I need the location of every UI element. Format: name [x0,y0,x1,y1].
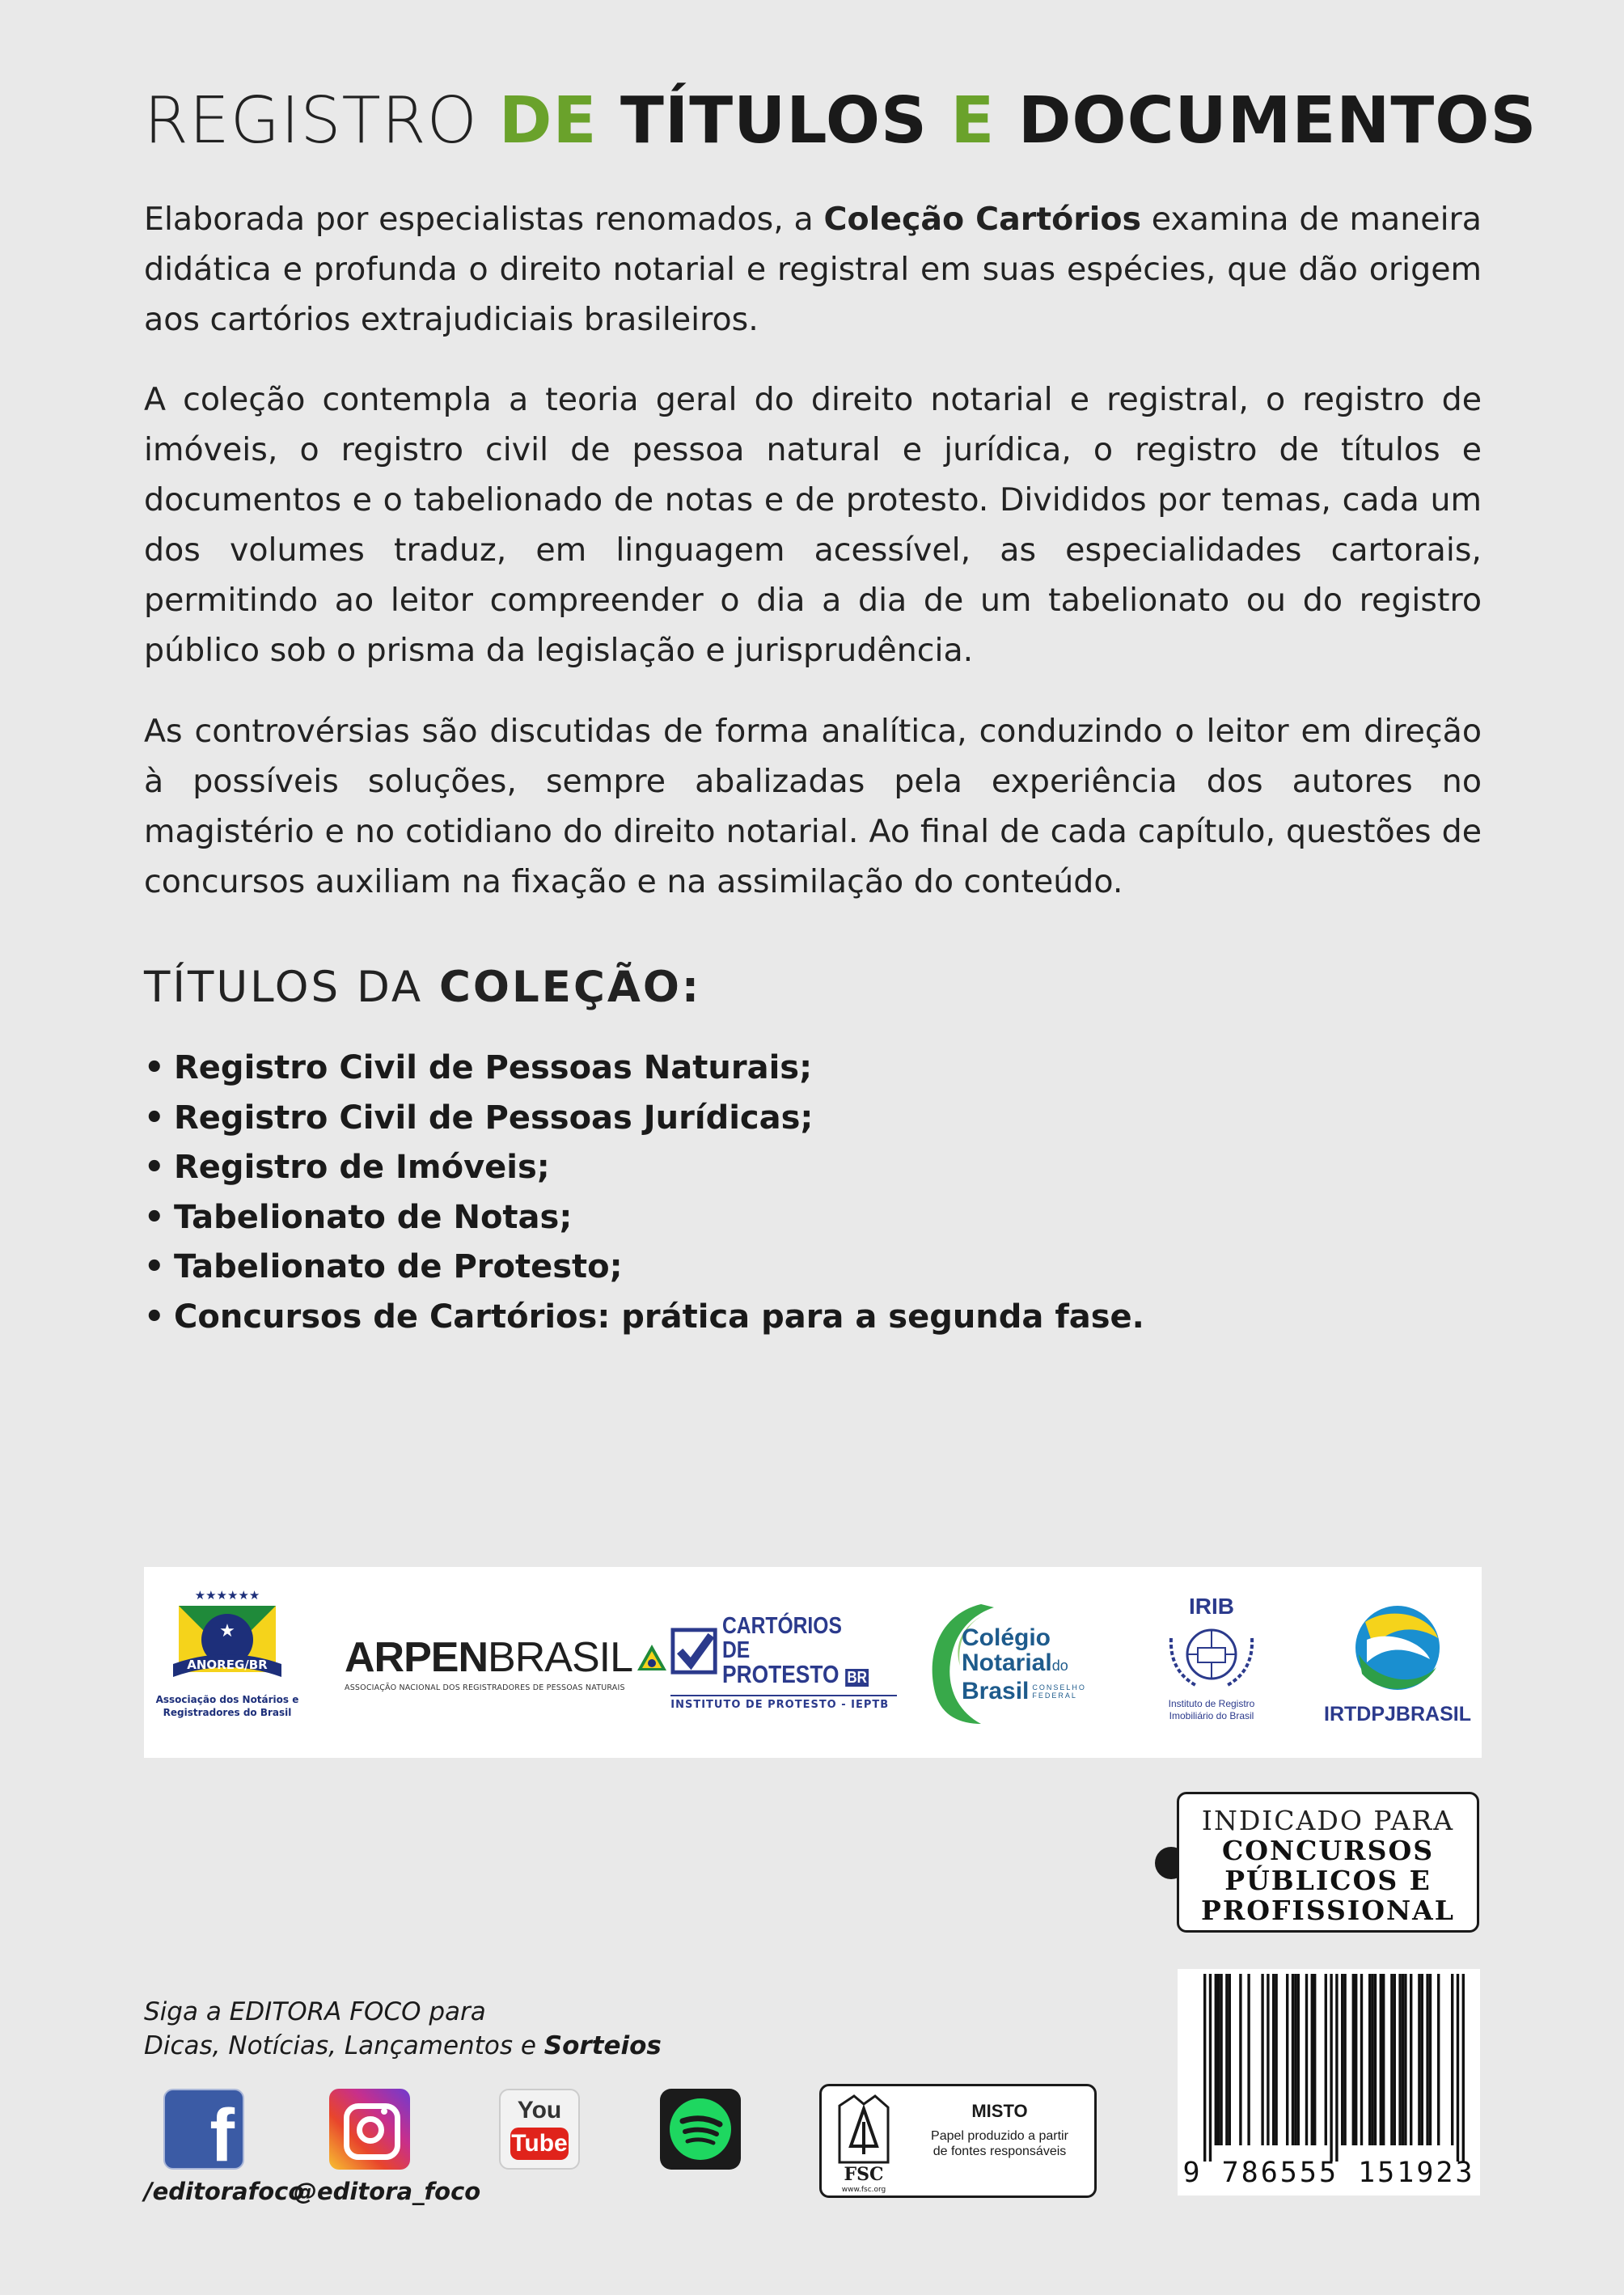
list-item [144,1193,1144,1243]
irtdpj-logo [1317,1567,1478,1758]
colegio-notarial-logo [920,1567,1131,1758]
list-item-text: Concursos de Cartórios: prática para a segunda fase. [174,1298,1144,1336]
bullet: • [144,1149,165,1186]
svg-text:★: ★ [219,1621,235,1641]
facebook-glyph: f [209,2094,235,2177]
barcode-bar [1462,1974,1465,2162]
barcode-bar [1404,1974,1406,2145]
list-item [144,1243,1144,1293]
list-item-text: Registro de Imóveis; [174,1149,550,1186]
page-title [144,83,1537,158]
isbn-digits: 9 786555 151923 [1182,2157,1475,2189]
list-item [144,1094,1144,1144]
fsc-title: MISTO [971,2101,1028,2121]
barcode-bar [1437,1974,1440,2145]
barcode-bar [1402,1974,1404,2145]
collection-list [144,1044,1144,1342]
barcode-bar [1410,1974,1412,2145]
bullet: • [144,1248,165,1285]
colegio-line-1: Colégio [962,1624,1051,1651]
fsc-tree-icon [830,2090,903,2195]
arpen-bold: ARPEN [345,1633,488,1681]
arpen-mark [345,1633,668,1692]
barcode-bar [1368,1974,1371,2145]
text: Elaborada por especialistas renomados, a [144,201,824,238]
barcode-bar [1335,1974,1338,2162]
bullet: • [144,1198,165,1236]
protesto-badge: BR [845,1669,869,1687]
partner-logos-strip [144,1567,1482,1758]
fsc-brand: FSC [844,2164,884,2185]
barcode-bars [1178,1974,1480,2165]
barcode-bar [1261,1974,1263,2145]
irib-caption-1: Instituto de Registro [1168,1698,1255,1709]
fsc-text-2: de fontes responsáveis [933,2145,1067,2158]
anoreg-caption-2: Registradores do Brasil [163,1707,292,1718]
spotify-icon[interactable] [660,2089,741,2170]
barcode-bar [1330,1974,1332,2162]
irtdpj-name: IRTDPJBRASIL [1324,1703,1471,1725]
barcode-bar [1325,1974,1327,2145]
barcode-bar [1313,1974,1316,2145]
protesto-caption: INSTITUTO DE PROTESTO - IEPTB [670,1695,896,1711]
barcode-bar [1398,1974,1401,2145]
facebook-icon[interactable] [163,2089,244,2177]
irib-name: IRIB [1189,1594,1234,1619]
anoreg-name: ANOREG/BR [187,1658,268,1672]
indicado-line-3: PÚBLICOS E [1224,1865,1432,1896]
follow-text [144,1995,662,2063]
instagram-icon[interactable] [329,2089,410,2170]
isbn-barcode [1178,1969,1480,2195]
intro-paragraph-1 [144,194,1482,345]
arpen-logo [345,1567,665,1758]
title-part: DOCUMENTOS [995,83,1537,158]
heading-light: TÍTULOS DA [144,963,440,1012]
barcode-bar [1457,1974,1459,2162]
checkmark-box-icon [670,1627,717,1677]
intro-paragraph-2: A coleção contempla a teoria geral do direito notarial e registral, o registro de imóveis, o registro civil de pessoa natural e jurídica, o registro de títulos e documentos e o tabelionado de notas e de protesto. Divididos por temas, cada um dos volumes traduz, em linguagem acessível, as especialidades cartorais, permitindo ao leitor compreender o dia a dia de um tabelionato ou do registro público sob o prisma da legislação e jurisprudência. [144,381,1482,669]
barcode-bar [1380,1974,1382,2145]
list-item-text: Tabelionato de Protesto; [174,1248,623,1285]
fsc-text-1: Papel produzido a partir [931,2129,1068,2143]
barcode-bar [1286,1974,1288,2145]
barcode-bar [1220,1974,1222,2145]
list-item-text: Registro Civil de Pessoas Naturais; [174,1049,813,1086]
barcode-bar [1297,1974,1300,2145]
barcode-bar [1267,1974,1269,2145]
barcode-bar [1421,1974,1423,2145]
bullet: • [144,1099,165,1137]
barcode-bar [1341,1974,1343,2145]
arpen-caption: ASSOCIAÇÃO NACIONAL DOS REGISTRADORES DE PESSOAS NATURAIS [345,1683,625,1692]
colegio-line-3: Brasil [962,1678,1030,1704]
title-part: REGISTRO [144,83,499,158]
barcode-bar [1426,1974,1428,2145]
anoreg-emblem-icon [150,1582,304,1743]
barcode-bar [1382,1974,1385,2145]
barcode-bar [1239,1974,1241,2145]
list-item-text: Tabelionato de Notas; [174,1198,573,1236]
barcode-bar [1371,1974,1373,2145]
indicado-line-1: INDICADO PARA [1201,1805,1455,1836]
anoreg-stars: ★★★★★★ [194,1588,260,1603]
bullet: • [144,1049,165,1086]
barcode-bar [1203,1974,1206,2162]
barcode-bar [1305,1974,1308,2145]
collection-heading [144,963,701,1012]
anoreg-caption-1: Associação dos Notários e [155,1694,299,1705]
youtube-you: You [517,2097,562,2124]
list-item [144,1044,1144,1094]
barcode-bar [1229,1974,1231,2145]
youtube-icon[interactable] [499,2089,580,2170]
intro-paragraph-3: As controvérsias são discutidas de forma analítica, conduzindo o leitor em direção à possíveis soluções, sempre abalizadas pela experiência dos autores no magistério e no cotidiano do direito notarial. Ao final de cada capítulo, questões de concursos auxiliam na fixação e na assimilação do conteúdo. [144,713,1482,900]
barcode-bar [1352,1974,1355,2145]
barcode-bar [1292,1974,1294,2145]
barcode-bar [1294,1974,1296,2145]
barcode-bar [1394,1974,1396,2145]
irib-caption-2: Imobiliário do Brasil [1169,1710,1254,1721]
irib-logo [1139,1567,1284,1758]
youtube-tube: Tube [510,2128,569,2160]
follow-line-1: Siga a EDITORA FOCO para [144,1997,486,2026]
title-part: DE [498,83,598,158]
fsc-certification [819,2084,1097,2198]
barcode-bar [1374,1974,1377,2145]
barcode-bar [1343,1974,1346,2145]
irtdpj-globe-icon [1317,1590,1478,1735]
colegio-line-2: Notarial [962,1649,1052,1676]
irib-emblem-icon [1147,1590,1276,1735]
text: examina de maneira didática e profunda o direito notarial e registral em suas espécies, que dão origem aos cartórios extrajudiciais brasileiros. [144,201,1482,338]
follow-bold: Sorteios [543,2031,662,2060]
barcode-bar [1225,1974,1228,2145]
bullet: • [144,1298,165,1336]
fsc-url: www.fsc.org [841,2186,886,2194]
follow-line-2: Dicas, Notícias, Lançamentos e [144,2031,544,2060]
instagram-handle[interactable]: @editora_foco [294,2178,481,2205]
list-item [144,1293,1144,1343]
barcode-bar [1429,1974,1432,2145]
barcode-bar [1217,1974,1220,2145]
arpen-light: BRASIL [488,1633,633,1681]
protesto-logo [670,1567,890,1758]
protesto-line-2: PROTESTO [722,1660,839,1688]
barcode-bar [1451,1974,1453,2145]
collection-name: Coleção Cartórios [823,201,1141,238]
title-part: TÍTULOS [597,83,951,158]
indicado-line-4: PROFISSIONAL [1201,1895,1455,1926]
colegio-small: do [1051,1658,1068,1674]
colegio-caption-1: CONSELHO [1032,1683,1086,1692]
title-part: E [950,83,996,158]
barcode-bar [1209,1974,1212,2162]
heading-bold: COLEÇÃO: [439,963,702,1012]
indicado-box [1177,1792,1479,1933]
barcode-bar [1247,1974,1250,2145]
indicado-line-2: CONCURSOS [1221,1835,1435,1866]
colegio-caption-2: FEDERAL [1032,1691,1077,1700]
barcode-bar [1272,1974,1275,2145]
protesto-line-1: CARTÓRIOS DE [722,1613,843,1663]
barcode-bar [1275,1974,1277,2145]
barcode-bar [1355,1974,1357,2145]
brazil-flag-triangle-icon [636,1643,668,1672]
barcode-bar [1390,1974,1393,2145]
barcode-bar [1360,1974,1363,2145]
list-item [144,1143,1144,1193]
barcode-bar [1215,1974,1217,2145]
list-item-text: Registro Civil de Pessoas Jurídicas; [174,1099,814,1137]
barcode-bar [1311,1974,1313,2145]
barcode-bar [1418,1974,1420,2145]
facebook-handle[interactable]: /editorafoco [144,2178,305,2205]
anoreg-logo [150,1567,304,1758]
